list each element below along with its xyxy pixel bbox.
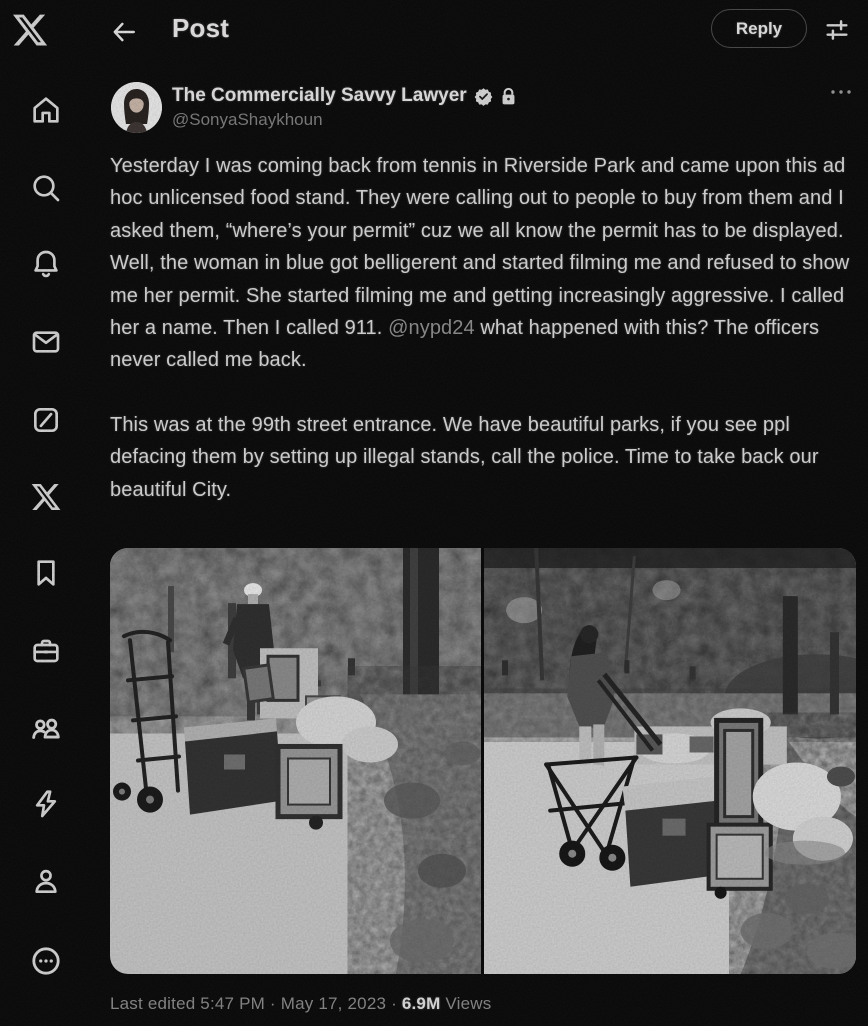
post-more-icon[interactable] <box>824 80 858 104</box>
sidebar-nav <box>0 0 92 1026</box>
premium-x-icon[interactable] <box>26 477 66 517</box>
bookmarks-icon[interactable] <box>26 553 66 593</box>
post-media <box>110 548 856 974</box>
author-handle[interactable]: @SonyaShaykhoun <box>172 110 323 129</box>
more-circle-icon[interactable] <box>26 941 66 981</box>
author-row <box>172 85 517 107</box>
timeline-settings-icon[interactable] <box>817 13 857 47</box>
views-label: Views <box>440 994 492 1013</box>
page-title: Post <box>172 13 230 43</box>
search-icon[interactable] <box>26 168 66 208</box>
park-food-stand-photo-1[interactable] <box>110 548 481 974</box>
post-text <box>110 150 860 506</box>
post-paragraph-1 <box>110 150 860 377</box>
mention-link[interactable]: @nypd24 <box>388 317 475 340</box>
post-text-segment: Yesterday I was coming back from tennis in Riverside Park and came upon this ad hoc unlicensed food stand. They were calling out to people to buy from them and I asked them, “where’s your permit” cuz we all know the permit has to be displayed. Well, the woman in blue got belligerent and started filming me and refused to show me her permit. She started filming me and getting increasingly aggressive. I called her a name. Then I called 911. <box>110 155 850 340</box>
notifications-bell-icon[interactable] <box>26 244 66 284</box>
post-paragraph-2: This was at the 99th street entrance. We have beautiful parks, if you see ppl defacing them by setting up illegal stands, call the police. Time to take back our beautiful City. <box>110 413 819 501</box>
views-count: 6.9M <box>401 994 441 1013</box>
park-food-stand-photo-2[interactable] <box>484 548 856 974</box>
meta-separator: · <box>386 994 402 1013</box>
home-icon[interactable] <box>26 90 66 130</box>
verified-orgs-lightning-icon[interactable] <box>26 784 66 824</box>
reply-button[interactable]: Reply <box>711 9 807 48</box>
back-button[interactable] <box>106 14 142 50</box>
protected-lock-icon <box>500 87 517 106</box>
post-text-segment: what happened with this? The officers never called me back. <box>110 317 820 372</box>
jobs-briefcase-icon[interactable] <box>26 631 66 671</box>
last-edited-text: Last edited 5:47 PM · May 17, 2023 <box>110 994 387 1013</box>
post-meta <box>110 994 491 1014</box>
avatar[interactable] <box>111 82 162 133</box>
grok-icon[interactable] <box>26 400 66 440</box>
verified-badge-icon <box>474 87 493 106</box>
author-name[interactable]: The Commercially Savvy Lawyer <box>172 85 467 106</box>
communities-icon[interactable] <box>26 709 66 749</box>
x-logo-icon[interactable] <box>10 10 50 50</box>
profile-icon[interactable] <box>26 861 66 901</box>
messages-icon[interactable] <box>26 322 66 362</box>
